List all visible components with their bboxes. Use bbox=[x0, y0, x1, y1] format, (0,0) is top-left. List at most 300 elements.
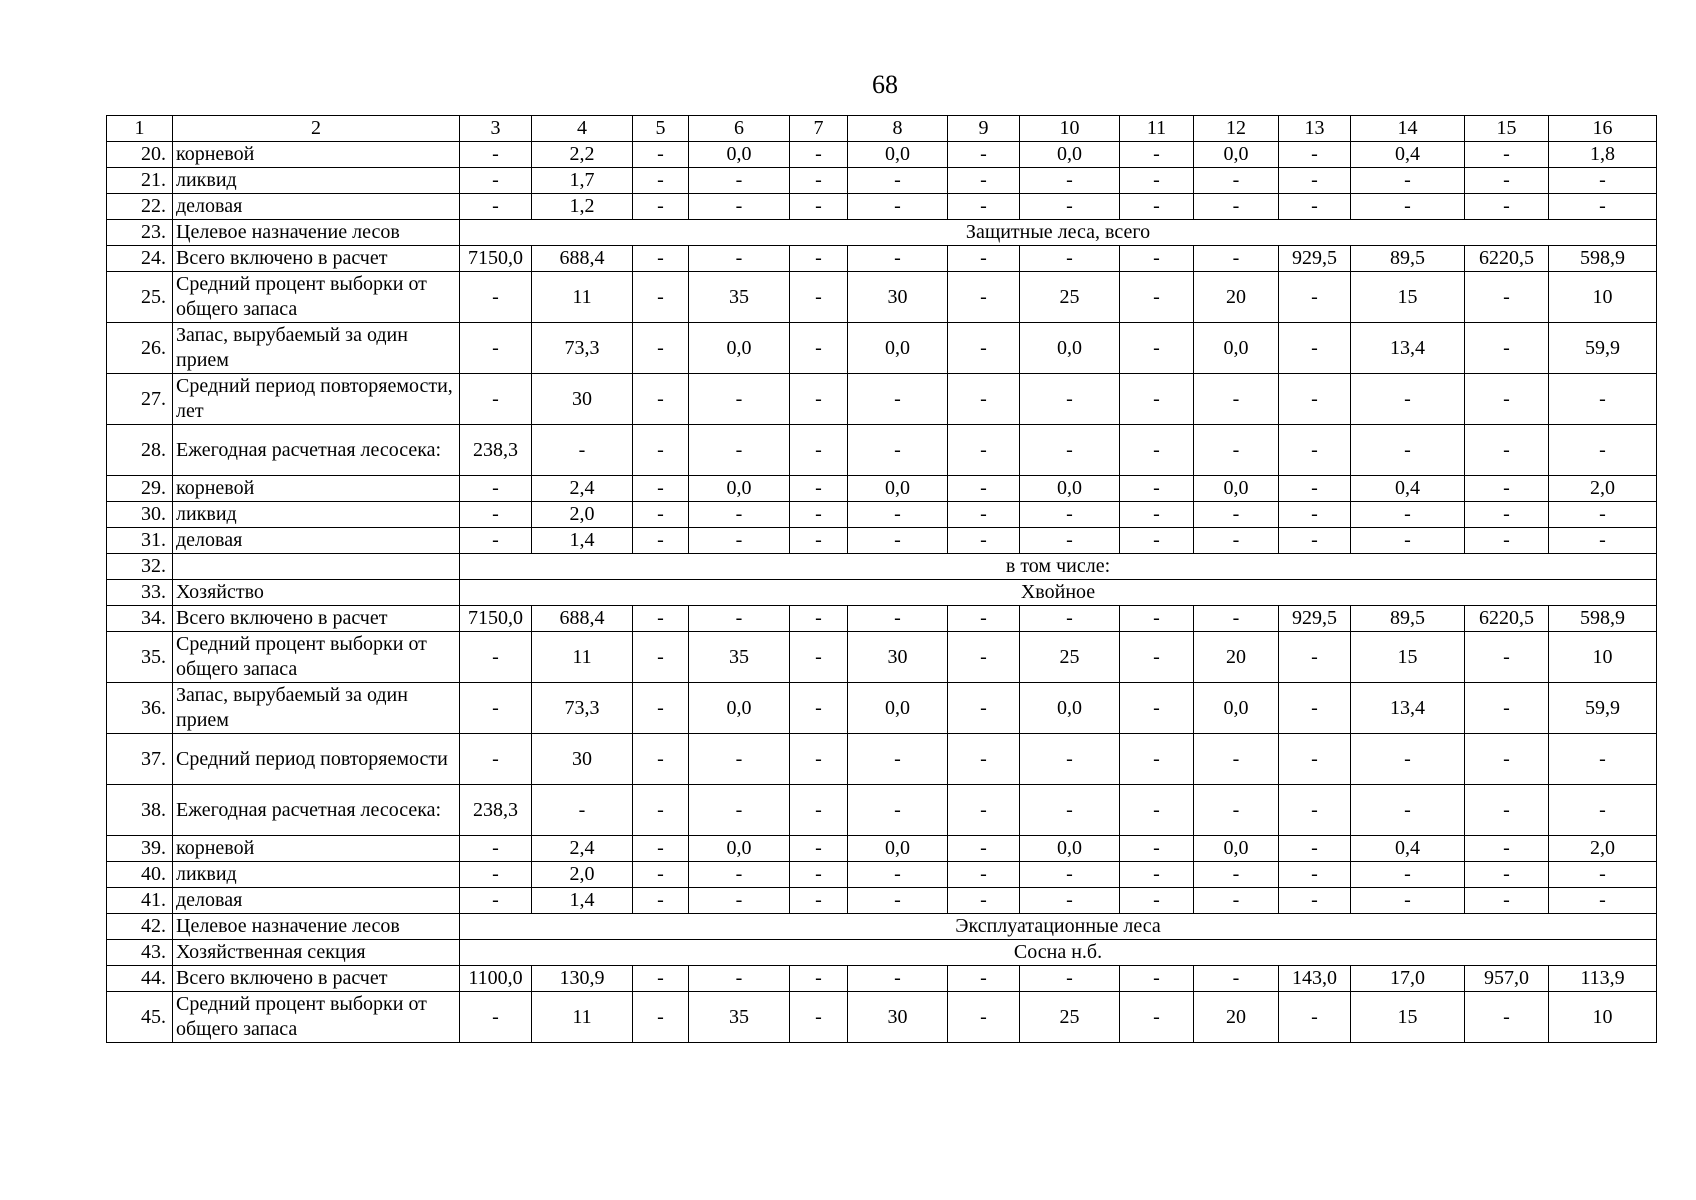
table-cell: 2,0 bbox=[532, 862, 633, 888]
table-cell: - bbox=[1020, 168, 1120, 194]
row-number: 29. bbox=[107, 476, 173, 502]
table-cell: - bbox=[1020, 606, 1120, 632]
table-cell: 0,0 bbox=[1194, 323, 1279, 374]
table-cell: - bbox=[1549, 862, 1657, 888]
table-cell: - bbox=[1465, 476, 1549, 502]
table-cell: - bbox=[1351, 168, 1465, 194]
table-cell: - bbox=[1194, 528, 1279, 554]
table-cell: 238,3 bbox=[460, 785, 532, 836]
table-cell: - bbox=[633, 246, 689, 272]
table-cell: - bbox=[1120, 992, 1194, 1043]
table-cell: - bbox=[1465, 142, 1549, 168]
table-cell: 598,9 bbox=[1549, 606, 1657, 632]
section-heading: Защитные леса, всего bbox=[460, 220, 1657, 246]
table-cell: 0,0 bbox=[689, 683, 790, 734]
table-cell: - bbox=[790, 862, 848, 888]
row-label: Средний процент выборки от общего запаса bbox=[173, 272, 460, 323]
table-cell: - bbox=[460, 374, 532, 425]
section-heading: Сосна н.б. bbox=[460, 940, 1657, 966]
table-cell: 11 bbox=[532, 632, 633, 683]
column-header: 14 bbox=[1351, 116, 1465, 142]
table-cell: - bbox=[460, 323, 532, 374]
table-row bbox=[107, 940, 1657, 966]
table-cell: - bbox=[1020, 194, 1120, 220]
table-cell: - bbox=[1465, 528, 1549, 554]
table-cell: 6220,5 bbox=[1465, 246, 1549, 272]
table-cell: - bbox=[1120, 528, 1194, 554]
table-cell: - bbox=[948, 476, 1020, 502]
table-cell: - bbox=[460, 168, 532, 194]
table-cell: - bbox=[1120, 142, 1194, 168]
table-cell: - bbox=[1120, 425, 1194, 476]
table-cell: 10 bbox=[1549, 272, 1657, 323]
table-cell: - bbox=[1194, 888, 1279, 914]
row-number: 24. bbox=[107, 246, 173, 272]
table-cell: 35 bbox=[689, 272, 790, 323]
table-cell: - bbox=[1194, 966, 1279, 992]
column-header: 2 bbox=[173, 116, 460, 142]
row-label: Всего включено в расчет bbox=[173, 606, 460, 632]
row-label: Ежегодная расчетная лесосека: bbox=[173, 425, 460, 476]
table-cell: - bbox=[689, 425, 790, 476]
table-cell: 1,4 bbox=[532, 888, 633, 914]
table-cell: 11 bbox=[532, 272, 633, 323]
table-cell: 89,5 bbox=[1351, 246, 1465, 272]
table-cell: - bbox=[1020, 785, 1120, 836]
table-cell: - bbox=[948, 323, 1020, 374]
table-cell: 0,0 bbox=[1020, 323, 1120, 374]
row-label: ликвид bbox=[173, 862, 460, 888]
table-row bbox=[107, 632, 1657, 683]
table-cell: - bbox=[1020, 528, 1120, 554]
row-number: 23. bbox=[107, 220, 173, 246]
row-number: 40. bbox=[107, 862, 173, 888]
table-row bbox=[107, 476, 1657, 502]
table-row bbox=[107, 683, 1657, 734]
table-cell: 25 bbox=[1020, 992, 1120, 1043]
table-cell: 2,2 bbox=[532, 142, 633, 168]
table-row bbox=[107, 246, 1657, 272]
table-cell: - bbox=[633, 476, 689, 502]
table-cell: - bbox=[1020, 425, 1120, 476]
table-cell: - bbox=[790, 246, 848, 272]
table-cell: - bbox=[532, 425, 633, 476]
table-cell: 30 bbox=[848, 632, 948, 683]
table-cell: - bbox=[633, 632, 689, 683]
table-cell: 688,4 bbox=[532, 246, 633, 272]
table-cell: - bbox=[848, 734, 948, 785]
table-cell: - bbox=[633, 734, 689, 785]
row-number: 34. bbox=[107, 606, 173, 632]
table-cell: - bbox=[1465, 502, 1549, 528]
table-cell: - bbox=[1194, 734, 1279, 785]
table-cell: - bbox=[689, 966, 790, 992]
table-cell: - bbox=[1465, 734, 1549, 785]
table-cell: - bbox=[790, 606, 848, 632]
table-cell: - bbox=[848, 246, 948, 272]
table-cell: 0,0 bbox=[1194, 683, 1279, 734]
column-header: 6 bbox=[689, 116, 790, 142]
table-cell: 0,0 bbox=[1194, 142, 1279, 168]
column-header: 16 bbox=[1549, 116, 1657, 142]
table-cell: - bbox=[948, 992, 1020, 1043]
table-cell: - bbox=[1020, 966, 1120, 992]
row-label: деловая bbox=[173, 528, 460, 554]
table-cell: 1,2 bbox=[532, 194, 633, 220]
table-cell: - bbox=[460, 272, 532, 323]
table-cell: - bbox=[1465, 683, 1549, 734]
table-row bbox=[107, 888, 1657, 914]
table-cell: - bbox=[689, 734, 790, 785]
table-cell: - bbox=[1279, 425, 1351, 476]
row-label: Всего включено в расчет bbox=[173, 966, 460, 992]
table-cell: - bbox=[1549, 528, 1657, 554]
table-cell: - bbox=[948, 683, 1020, 734]
table-row bbox=[107, 272, 1657, 323]
column-header: 1 bbox=[107, 116, 173, 142]
table-cell: - bbox=[633, 272, 689, 323]
table-cell: - bbox=[1279, 476, 1351, 502]
table-cell: - bbox=[948, 374, 1020, 425]
table-cell: - bbox=[633, 528, 689, 554]
table-cell: - bbox=[460, 476, 532, 502]
table-cell: 30 bbox=[848, 272, 948, 323]
table-cell: - bbox=[1279, 992, 1351, 1043]
table-cell: - bbox=[948, 862, 1020, 888]
table-cell: - bbox=[460, 142, 532, 168]
table-cell: 10 bbox=[1549, 992, 1657, 1043]
table-row bbox=[107, 992, 1657, 1043]
table-cell: - bbox=[1465, 992, 1549, 1043]
table-cell: - bbox=[633, 862, 689, 888]
table-cell: - bbox=[1465, 888, 1549, 914]
row-label: деловая bbox=[173, 888, 460, 914]
header-row bbox=[107, 116, 1657, 142]
table-cell: 0,0 bbox=[689, 836, 790, 862]
table-cell: - bbox=[1020, 246, 1120, 272]
table-cell: 17,0 bbox=[1351, 966, 1465, 992]
table-cell: - bbox=[1465, 272, 1549, 323]
table-cell: - bbox=[1194, 502, 1279, 528]
table-cell: - bbox=[790, 992, 848, 1043]
table-cell: 20 bbox=[1194, 632, 1279, 683]
table-cell: - bbox=[790, 425, 848, 476]
table-cell: 25 bbox=[1020, 632, 1120, 683]
table-cell: 1100,0 bbox=[460, 966, 532, 992]
row-label: Средний период повторяемости bbox=[173, 734, 460, 785]
table-cell: 598,9 bbox=[1549, 246, 1657, 272]
table-cell: - bbox=[848, 528, 948, 554]
row-label: Целевое назначение лесов bbox=[173, 914, 460, 940]
table-cell: 0,0 bbox=[1020, 836, 1120, 862]
table-cell: - bbox=[1351, 194, 1465, 220]
table-cell: 957,0 bbox=[1465, 966, 1549, 992]
table-cell: - bbox=[1465, 323, 1549, 374]
table-cell: 0,0 bbox=[689, 323, 790, 374]
table-row bbox=[107, 862, 1657, 888]
table-cell: 1,8 bbox=[1549, 142, 1657, 168]
table-cell: - bbox=[1279, 168, 1351, 194]
table-row bbox=[107, 785, 1657, 836]
row-number: 35. bbox=[107, 632, 173, 683]
row-label: Запас, вырубаемый за один прием bbox=[173, 323, 460, 374]
table-cell: - bbox=[790, 966, 848, 992]
table-cell: 0,4 bbox=[1351, 836, 1465, 862]
table-cell: 73,3 bbox=[532, 323, 633, 374]
table-cell: 0,0 bbox=[1020, 683, 1120, 734]
page-number: 68 bbox=[872, 70, 898, 99]
table-cell: - bbox=[1465, 632, 1549, 683]
table-cell: - bbox=[460, 734, 532, 785]
table-cell: 59,9 bbox=[1549, 683, 1657, 734]
table-cell: - bbox=[948, 785, 1020, 836]
table-cell: - bbox=[633, 606, 689, 632]
column-header: 8 bbox=[848, 116, 948, 142]
row-number: 27. bbox=[107, 374, 173, 425]
table-row bbox=[107, 554, 1657, 580]
table-cell: - bbox=[1351, 862, 1465, 888]
table-cell: - bbox=[848, 374, 948, 425]
table-cell: - bbox=[948, 246, 1020, 272]
table-cell: - bbox=[790, 632, 848, 683]
row-label: ликвид bbox=[173, 168, 460, 194]
row-number: 25. bbox=[107, 272, 173, 323]
table-cell: - bbox=[1120, 888, 1194, 914]
table-cell: 10 bbox=[1549, 632, 1657, 683]
table-cell: - bbox=[790, 323, 848, 374]
row-label: Средний процент выборки от общего запаса bbox=[173, 992, 460, 1043]
table-cell: 35 bbox=[689, 632, 790, 683]
table-cell: 0,0 bbox=[689, 142, 790, 168]
table-cell: - bbox=[790, 272, 848, 323]
table-cell: - bbox=[1020, 502, 1120, 528]
table-cell: - bbox=[1465, 425, 1549, 476]
table-cell: - bbox=[1194, 168, 1279, 194]
table-cell: 0,4 bbox=[1351, 476, 1465, 502]
table-cell: - bbox=[633, 888, 689, 914]
row-number: 42. bbox=[107, 914, 173, 940]
table-row bbox=[107, 425, 1657, 476]
table-cell: - bbox=[1120, 862, 1194, 888]
table-cell: - bbox=[1549, 502, 1657, 528]
table-cell: 929,5 bbox=[1279, 606, 1351, 632]
table-cell: 0,0 bbox=[1194, 476, 1279, 502]
table-cell: - bbox=[848, 888, 948, 914]
table-cell: 0,0 bbox=[1020, 142, 1120, 168]
table-cell: 35 bbox=[689, 992, 790, 1043]
table-cell: 20 bbox=[1194, 272, 1279, 323]
table-cell: - bbox=[1351, 528, 1465, 554]
table-cell: - bbox=[689, 606, 790, 632]
table-cell: 1,4 bbox=[532, 528, 633, 554]
table-body bbox=[107, 116, 1657, 1043]
table-cell: - bbox=[460, 836, 532, 862]
table-cell: - bbox=[1120, 836, 1194, 862]
table-cell: - bbox=[948, 142, 1020, 168]
table-cell: - bbox=[1120, 246, 1194, 272]
table-cell: - bbox=[633, 194, 689, 220]
table-cell: - bbox=[689, 168, 790, 194]
table-cell: - bbox=[1465, 374, 1549, 425]
table-cell: - bbox=[1194, 374, 1279, 425]
row-label: корневой bbox=[173, 476, 460, 502]
table-cell: - bbox=[633, 502, 689, 528]
table-cell: - bbox=[1465, 836, 1549, 862]
table-cell: - bbox=[1120, 683, 1194, 734]
table-cell: - bbox=[848, 862, 948, 888]
table-cell: - bbox=[1351, 785, 1465, 836]
table-cell: - bbox=[1351, 888, 1465, 914]
row-label: Хозяйственная секция bbox=[173, 940, 460, 966]
table-row bbox=[107, 914, 1657, 940]
row-number: 31. bbox=[107, 528, 173, 554]
table-cell: - bbox=[790, 142, 848, 168]
row-label: Средний период повторяемости, лет bbox=[173, 374, 460, 425]
row-label: ликвид bbox=[173, 502, 460, 528]
table-cell: - bbox=[1279, 528, 1351, 554]
table-cell: - bbox=[633, 323, 689, 374]
table-cell: 89,5 bbox=[1351, 606, 1465, 632]
table-cell: - bbox=[1120, 323, 1194, 374]
table-cell: - bbox=[1279, 836, 1351, 862]
table-cell: - bbox=[689, 246, 790, 272]
column-header: 11 bbox=[1120, 116, 1194, 142]
table-row bbox=[107, 528, 1657, 554]
table-cell: 0,0 bbox=[848, 836, 948, 862]
table-cell: - bbox=[1194, 246, 1279, 272]
table-cell: 238,3 bbox=[460, 425, 532, 476]
table-cell: - bbox=[1020, 862, 1120, 888]
section-heading: в том числе: bbox=[460, 554, 1657, 580]
table-cell: - bbox=[1465, 194, 1549, 220]
table-cell: 0,0 bbox=[848, 476, 948, 502]
table-cell: - bbox=[948, 272, 1020, 323]
table-cell: 0,0 bbox=[848, 142, 948, 168]
table-cell: - bbox=[1279, 632, 1351, 683]
table-cell: - bbox=[1279, 734, 1351, 785]
table-cell: - bbox=[948, 606, 1020, 632]
table-cell: - bbox=[1279, 323, 1351, 374]
table-cell: 13,4 bbox=[1351, 683, 1465, 734]
row-number: 32. bbox=[107, 554, 173, 580]
table-cell: - bbox=[848, 502, 948, 528]
table-cell: 0,0 bbox=[1194, 836, 1279, 862]
table-row bbox=[107, 502, 1657, 528]
table-cell: - bbox=[1351, 425, 1465, 476]
table-cell: - bbox=[460, 632, 532, 683]
table-cell: - bbox=[1120, 194, 1194, 220]
table-cell: - bbox=[948, 194, 1020, 220]
table-cell: - bbox=[689, 194, 790, 220]
table-cell: - bbox=[633, 142, 689, 168]
table-cell: - bbox=[1549, 374, 1657, 425]
table-cell: 7150,0 bbox=[460, 606, 532, 632]
row-number: 44. bbox=[107, 966, 173, 992]
table-cell: - bbox=[1194, 785, 1279, 836]
table-cell: 113,9 bbox=[1549, 966, 1657, 992]
table-cell: - bbox=[689, 374, 790, 425]
column-header: 15 bbox=[1465, 116, 1549, 142]
table-cell: - bbox=[848, 966, 948, 992]
column-header: 5 bbox=[633, 116, 689, 142]
table-cell: - bbox=[689, 502, 790, 528]
table-row bbox=[107, 606, 1657, 632]
table-row bbox=[107, 142, 1657, 168]
row-number: 37. bbox=[107, 734, 173, 785]
column-header: 7 bbox=[790, 116, 848, 142]
table-cell: - bbox=[848, 606, 948, 632]
table-cell: - bbox=[1194, 194, 1279, 220]
row-number: 30. bbox=[107, 502, 173, 528]
table-cell: - bbox=[633, 683, 689, 734]
table-cell: 15 bbox=[1351, 992, 1465, 1043]
table-cell: - bbox=[1020, 888, 1120, 914]
table-cell: - bbox=[689, 785, 790, 836]
table-cell: 13,4 bbox=[1351, 323, 1465, 374]
table-cell: - bbox=[1351, 502, 1465, 528]
table-cell: 0,0 bbox=[689, 476, 790, 502]
table-cell: - bbox=[1279, 502, 1351, 528]
column-header: 3 bbox=[460, 116, 532, 142]
table-cell: - bbox=[460, 992, 532, 1043]
table-row bbox=[107, 194, 1657, 220]
table-cell: 30 bbox=[848, 992, 948, 1043]
table-cell: 7150,0 bbox=[460, 246, 532, 272]
table-cell: - bbox=[1351, 734, 1465, 785]
row-number: 43. bbox=[107, 940, 173, 966]
row-number: 26. bbox=[107, 323, 173, 374]
table-cell: - bbox=[1549, 168, 1657, 194]
table-cell: 0,0 bbox=[848, 683, 948, 734]
table-cell: 2,0 bbox=[1549, 836, 1657, 862]
table-cell: - bbox=[948, 502, 1020, 528]
table-cell: - bbox=[633, 425, 689, 476]
table-cell: - bbox=[790, 502, 848, 528]
row-number: 41. bbox=[107, 888, 173, 914]
column-header: 12 bbox=[1194, 116, 1279, 142]
table-cell: - bbox=[1120, 632, 1194, 683]
table-cell: - bbox=[1020, 734, 1120, 785]
section-heading: Эксплуатационные леса bbox=[460, 914, 1657, 940]
table-cell: - bbox=[460, 502, 532, 528]
row-label: Всего включено в расчет bbox=[173, 246, 460, 272]
column-header: 13 bbox=[1279, 116, 1351, 142]
column-header: 9 bbox=[948, 116, 1020, 142]
table-cell: 0,0 bbox=[1020, 476, 1120, 502]
table-cell: 130,9 bbox=[532, 966, 633, 992]
row-number: 39. bbox=[107, 836, 173, 862]
table-row bbox=[107, 580, 1657, 606]
table-cell: - bbox=[689, 888, 790, 914]
forest-calculation-table bbox=[106, 115, 1657, 1043]
table-cell: - bbox=[633, 168, 689, 194]
table-cell: - bbox=[1120, 606, 1194, 632]
row-number: 20. bbox=[107, 142, 173, 168]
table-cell: 25 bbox=[1020, 272, 1120, 323]
table-cell: - bbox=[1549, 425, 1657, 476]
row-number: 33. bbox=[107, 580, 173, 606]
table-row bbox=[107, 323, 1657, 374]
table-cell: 73,3 bbox=[532, 683, 633, 734]
table-cell: - bbox=[948, 888, 1020, 914]
table-cell: 30 bbox=[532, 374, 633, 425]
row-number: 21. bbox=[107, 168, 173, 194]
table-cell: 59,9 bbox=[1549, 323, 1657, 374]
row-label: корневой bbox=[173, 142, 460, 168]
table-cell: - bbox=[948, 168, 1020, 194]
table-cell: 1,7 bbox=[532, 168, 633, 194]
table-cell: 929,5 bbox=[1279, 246, 1351, 272]
